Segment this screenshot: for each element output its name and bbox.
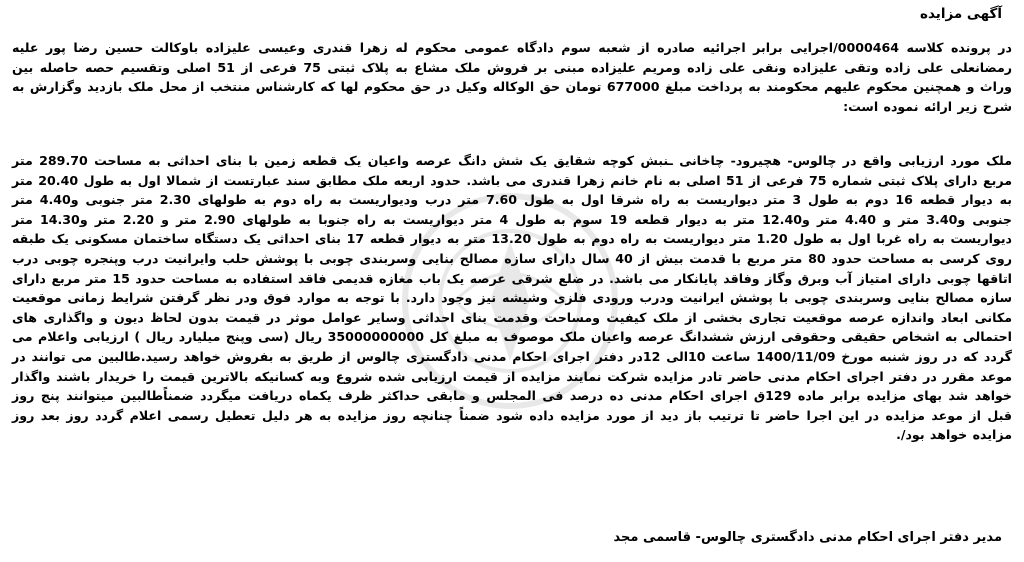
case-paragraph: در پرونده کلاسه 0000464/اجرایی برابر اجرائیه صادره از شعبه سوم دادگاه عمومی محکوم له زهرا قندری وعیسی علیزاده باوکالت حسین رضا پور علیه رمضانعلی علی زاده وتقی علیزاده ونقی علی زاده ومریم علیزاده مبنی بر فروش ملک مشاع به پلاک ثبتی 75 فرعی از 51 اصلی وتقسیم حصه حاصله بین وراث و همچنین محکوم علیهم محکومند به پرداخت مبلغ 677000 تومان حق الوکاله وکیل در حق محکوم لها که کارشناس منتخب از محل ملک بازدید وگزارش به شرح زیر ارائه نموده است:: [12, 40, 1012, 114]
property-description-paragraph: ملک مورد ارزیابی واقع در چالوس- هچیرود- چاخانی ـنبش کوچه شقایق یک شش دانگ عرصه واعیان یک قطعه زمین با بنای احداثی به مساحت 289.70 متر مربع دارای پلاک ثبتی شماره 75 فرعی از 51 اصلی به نام خانم زهرا قندری می باشد. حدود اربعه ملک مطابق سند عبارتست از شمالا اول به طول 20.40 متر به دیوار قطعه 16 دوم به طول 3 متر دیواریست به راه شرقا اول به طول 7.60 متر درب ودیواریست به راه دوم به طولهای 2.30 متر جنوبی و4.40 متر جنوبی و3.40 متر و 4.40 متر و12.40 متر به دیوار قطعه 19 سوم به طول 4 متر دیواریست به راه جنوبا به طولهای 2.90 متر و 2.20 متر و14.30 متر دیواریست به راه غربا اول به طول 1.20 متر دیواریست به راه دوم به طول 13.20 متر به دیوار قطعه 17 بنای احداثی یک دستگاه ساختمان مسکونی یک طبقه روی کرسی به مساحت حدود 80 متر مربع با قدمت بیش از 40 سال دارای سازه مصالح بنایی وسربندی چوبی با پوشش حلب وایرانیت درب وپنجره چوبی درب اتاقها چوبی دارای امتیاز آب وبرق وگاز وفاقد پایانکار می باشد. در ضلع شرقی عرصه یک باب مغازه قدیمی فاقد استفاده به مساحت حدود 15 متر مربع دارای سازه مصالح بنایی وسربندی چوبی با پوشش ایرانیت ودرب ورودی فلزی وشیشه نیز وجود دارد. با توجه به موارد فوق ودر نظر گرفتن شرایط زمانی موقعیت مکانی ابعاد واندازه عرصه موقعیت تجاری بخشی از ملک کیفیت ومساحت وقدمت بنای احداثی وسایر عوامل موثر در قیمت بدون لحاظ دیون و واگذاری های احتمالی به اشخاص حقیقی وحقوقی ارزش ششدانگ عرصه واعیان ملک موصوف به مبلغ کل 35000000000 ریال (سی وپنج میلیارد ریال ) ارزیابی واعلام می گردد که در روز شنبه مورخ 1400/11/09 ساعت 10الی 12در دفتر اجرای احکام مدنی دادگستری چالوس از طریق به بفروش خواهد رسید.طالبین می توانند در موعد مقرر در دفتر اجرای احکام مدنی حاضر تادر مزایده شرکت نمایند مزایده از قیمت ارزیابی شده شروع وبه کسانیکه بالاترین قیمت را خریدار باشند واگذار خواهد شد بهای مزایده برابر ماده 129ق اجرای احکام مدنی ده درصد فی المجلس و مابقی حداکثر ظرف یکماه دریافت میگردد ضمناًطالبین میتوانند پنج روز قبل از موعد مزایده در این اجرا حاضر تا ترتیب باز دید از مورد مزایده داده شود ضمناً چنانچه روز مزایده به هر دلیل تعطیل رسمی اعلام گردد روز بعد روز مزایده خواهد بود/.: [12, 153, 1013, 443]
auction-notice: [8, 6, 1012, 556]
notice-title: آگهی مزایده: [920, 6, 1002, 22]
signature-line: مدیر دفتر اجرای احکام مدنی دادگستری چالوس- قاسمی مجد: [613, 530, 1002, 545]
